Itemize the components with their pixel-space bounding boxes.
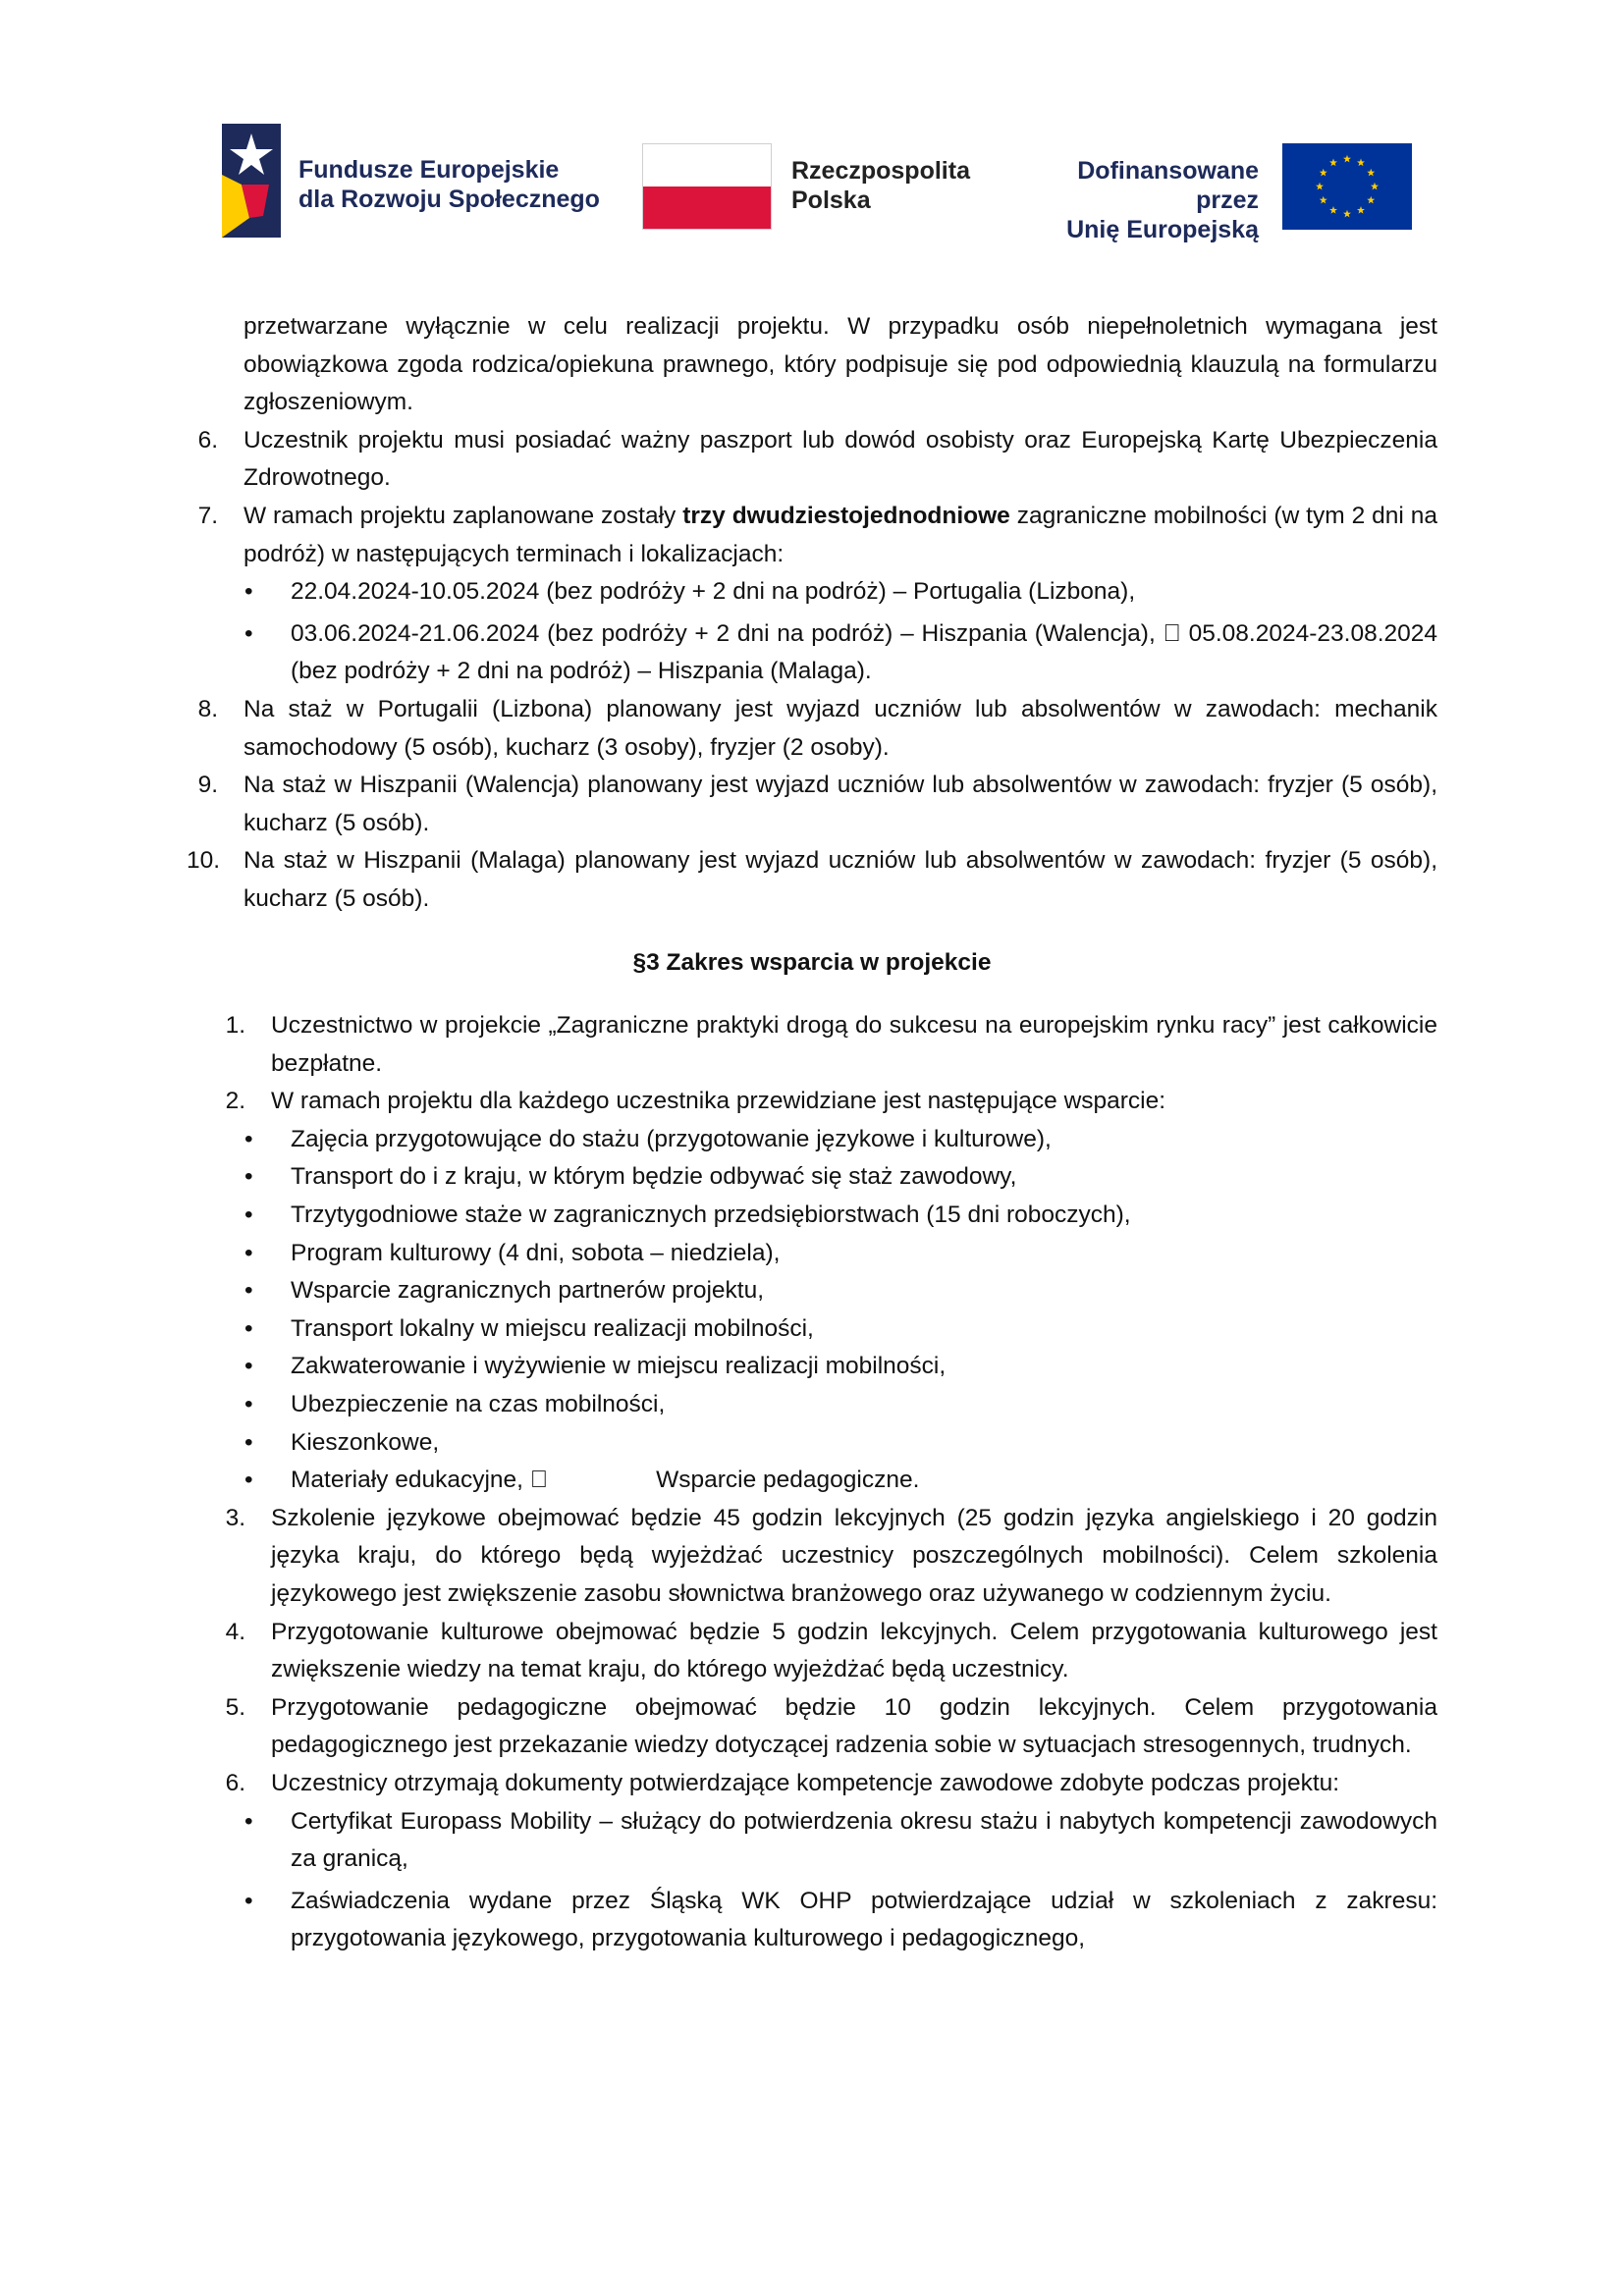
bullet-text: 22.04.2024-10.05.2024 (bez podróży + 2 dni na podróż) – Portugalia (Lizbona),	[291, 578, 1136, 606]
bullet-text: Trzytygodniowe staże w zagranicznych przedsiębiorstwach (15 dni roboczych),	[291, 1201, 1131, 1229]
pl-logo-line1: Rzeczpospolita	[791, 157, 970, 185]
list-number: 1.	[225, 1012, 245, 1040]
eu-logo-text	[1013, 156, 1259, 244]
bullet-icon: •	[244, 578, 253, 606]
list-item	[0, 1614, 1624, 1689]
fe-logo-line2: dla Rozwoju Społecznego	[298, 186, 600, 213]
text-run: W ramach projektu zaplanowane zostały	[244, 502, 683, 529]
list-number: 3.	[225, 1504, 245, 1531]
list-item	[0, 1689, 1624, 1765]
list-number: 4.	[225, 1618, 245, 1645]
pl-logo-text	[791, 156, 970, 215]
bullet-text: 03.06.2024-21.06.2024 (bez podróży + 2 dni na podróż) – Hiszpania (Walencja), 05.08.2024-23.08.2024 (bez podróży + 2 dni na podróż) – Hiszpania (Malaga).	[291, 619, 1437, 685]
list-number: 9.	[197, 772, 218, 799]
list-item	[0, 498, 1624, 573]
bullet-item	[0, 1883, 1624, 1958]
bullet-item	[0, 1235, 1624, 1273]
text-run: zagraniczne mobilności (w tym 2 dni na podróż) w następujących terminach i lokalizacjach:	[244, 502, 1437, 567]
bullet-icon: •	[244, 619, 253, 647]
paragraph-text: przetwarzane wyłącznie w celu realizacji projektu. W przypadku osób niepełnoletnich wymagana jest obowiązkowa zgoda rodzica/opiekuna prawnego, który podpisuje się pod odpowiednią klauzulą na formularzu zgłoszeniowym.	[244, 313, 1437, 416]
bullet-icon: •	[244, 1807, 253, 1835]
list-item	[0, 691, 1624, 767]
list-number: 8.	[197, 695, 218, 722]
list-item-text: Przygotowanie pedagogiczne obejmować będzie 10 godzin lekcyjnych. Celem przygotowania pedagogicznego jest przekazanie wiedzy dotyczącej radzenia sobie w sytuacjach stresogennych, trudnych.	[271, 1693, 1437, 1759]
bullet-item	[0, 1462, 1624, 1500]
list-item-text: Uczestnictwo w projekcie „Zagraniczne praktyki drogą do sukcesu na europejskim rynku racy” jest całkowicie bezpłatne.	[271, 1012, 1437, 1077]
bullet-text: Ubezpieczenie na czas mobilności,	[291, 1391, 666, 1418]
list-item-text: Przygotowanie kulturowe obejmować będzie 5 godzin lekcyjnych. Celem przygotowania kulturowego jest zwiększenie wiedzy na temat kraju, do którego wyjeżdżać będą uczestnicy.	[271, 1618, 1437, 1683]
section-heading: §3 Zakres wsparcia w projekcie	[632, 948, 992, 976]
bullet-text: Zaświadczenia wydane przez Śląską WK OHP potwierdzające udział w szkoleniach z zakresu: przygotowania językowego, przygotowania kulturowego i pedagogicznego,	[291, 1887, 1437, 1952]
bullet-icon: •	[244, 1314, 253, 1342]
bullet-icon: •	[244, 1391, 253, 1418]
list-item-text: Na staż w Hiszpanii (Malaga) planowany jest wyjazd uczniów lub absolwentów w zawodach: fryzjer (5 osób), kucharz (5 osób).	[244, 847, 1437, 912]
list-item	[0, 1007, 1624, 1083]
bullet-item	[0, 1348, 1624, 1386]
bullet-icon: •	[244, 1201, 253, 1229]
bullet-item	[0, 1158, 1624, 1197]
list-item-text: Szkolenie językowe obejmować będzie 45 godzin lekcyjnych (25 godzin języka angielskiego i 20 godzin języka kraju, do którego będą wyjeżdżać uczestnicy poszczególnych mobilności). Celem szkolenia językowego jest zwiększenie zasobu słownictwa branżowego oraz używanego w codziennym życiu.	[271, 1504, 1437, 1607]
bullet-item	[0, 1424, 1624, 1463]
bullet-icon: •	[244, 1887, 253, 1914]
fundusze-europejskie-logo-icon	[222, 124, 281, 238]
list-item-text: Na staż w Hiszpanii (Walencja) planowany jest wyjazd uczniów lub absolwentów w zawodach: fryzjer (5 osób), kucharz (5 osób).	[244, 772, 1437, 836]
bullet-text: Zajęcia przygotowujące do stażu (przygotowanie językowe i kulturowe),	[291, 1125, 1052, 1152]
bullet-icon: •	[244, 1125, 253, 1152]
bullet-icon: •	[244, 1467, 253, 1494]
section2-continuation	[0, 308, 1624, 422]
bullet-icon: •	[244, 1277, 253, 1305]
polish-flag-icon	[642, 143, 772, 230]
bullet-item	[0, 1272, 1624, 1310]
bullet-item	[0, 1197, 1624, 1235]
list-number: 6.	[225, 1769, 245, 1796]
bullet-icon: •	[244, 1428, 253, 1456]
list-number: 5.	[225, 1693, 245, 1721]
bullet-item	[0, 1310, 1624, 1349]
text-run: Wsparcie pedagogiczne.	[637, 1467, 902, 1494]
list-number: 6.	[197, 426, 218, 454]
logo-bar	[0, 0, 1624, 255]
list-item-text: Uczestnik projektu musi posiadać ważny paszport lub dowód osobisty oraz Europejską Kartę Ubezpieczenia Zdrowotnego.	[244, 426, 1437, 492]
text-run: Materiały edukacyjne,	[291, 1467, 530, 1494]
list-number: 2.	[225, 1088, 245, 1115]
bullet-icon: •	[244, 1353, 253, 1380]
support-list	[0, 1121, 1624, 1500]
list-item-text	[244, 498, 1437, 573]
bold-text: trzy dwudziestojednodniowe	[682, 502, 1010, 529]
bullet-text: Wsparcie zagranicznych partnerów projektu,	[291, 1277, 765, 1305]
bullet-item	[0, 1803, 1624, 1879]
eu-logo-line1: Dofinansowane przez	[1077, 157, 1259, 214]
bullet-item	[0, 573, 1624, 612]
fe-logo-line1: Fundusze Europejskie	[298, 156, 560, 184]
eu-logo-line2: Unię Europejską	[1066, 216, 1259, 243]
bullet-text: Kieszonkowe,	[291, 1428, 440, 1456]
list-item-text: Na staż w Portugalii (Lizbona) planowany jest wyjazd uczniów lub absolwentów w zawodach: mechanik samochodowy (5 osób), kucharz (3 osoby), fryzjer (2 osoby).	[244, 695, 1437, 761]
bullet-text: Transport do i z kraju, w którym będzie odbywać się staż zawodowy,	[291, 1163, 1017, 1191]
bullet-item	[0, 1386, 1624, 1424]
list-item	[0, 422, 1624, 498]
list-item	[0, 1500, 1624, 1614]
bullet-icon: •	[244, 1163, 253, 1191]
document-body	[0, 308, 1624, 1958]
fe-logo-text	[298, 155, 600, 214]
list-number: 7.	[197, 502, 218, 529]
list-item	[0, 767, 1624, 842]
bullet-text: Transport lokalny w miejscu realizacji mobilności,	[291, 1314, 814, 1342]
list-item	[0, 1083, 1624, 1121]
bullet-text: Certyfikat Europass Mobility – służący do potwierdzenia okresu stażu i nabytych kompetencji zawodowych za granicą,	[291, 1807, 1437, 1873]
bullet-icon: •	[244, 1239, 253, 1266]
bullet-text: Zakwaterowanie i wyżywienie w miejscu realizacji mobilności,	[291, 1353, 947, 1380]
list-number: 10.	[187, 847, 221, 875]
list-item-text: W ramach projektu dla każdego uczestnika przewidziane jest następujące wsparcie:	[271, 1088, 1166, 1115]
pl-logo-line2: Polska	[791, 187, 871, 214]
list-item	[0, 1765, 1624, 1803]
bullet-text: Program kulturowy (4 dni, sobota – niedziela),	[291, 1239, 781, 1266]
bullet-item	[0, 1121, 1624, 1159]
list-item	[0, 842, 1624, 918]
bullet-item	[0, 615, 1624, 691]
bullet-text	[291, 1462, 1437, 1500]
eu-flag-icon	[1282, 143, 1412, 230]
list-item-text: Uczestnicy otrzymają dokumenty potwierdzające kompetencje zawodowe zdobyte podczas projektu:	[271, 1769, 1340, 1796]
